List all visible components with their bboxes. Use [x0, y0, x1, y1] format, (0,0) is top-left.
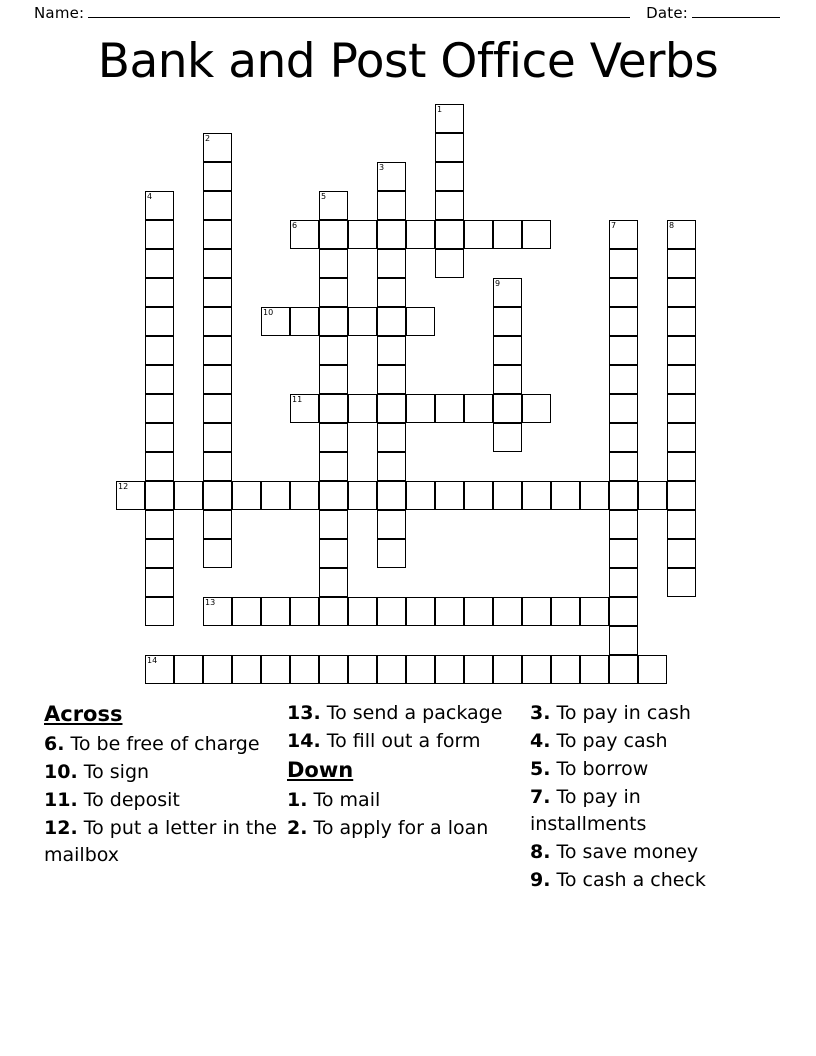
crossword-cell[interactable] — [609, 249, 638, 278]
crossword-cell[interactable] — [348, 220, 377, 249]
crossword-cell[interactable] — [609, 510, 638, 539]
crossword-cell[interactable] — [406, 220, 435, 249]
down-heading: Down — [287, 757, 354, 782]
cell-number: 7 — [611, 221, 617, 230]
crossword-cell[interactable] — [319, 423, 348, 452]
crossword-cell[interactable] — [145, 220, 174, 249]
crossword-cell[interactable] — [319, 452, 348, 481]
clues-section — [44, 700, 774, 895]
crossword-cell[interactable] — [667, 365, 696, 394]
crossword-cell[interactable] — [377, 307, 406, 336]
crossword-cell[interactable] — [609, 568, 638, 597]
cell-number: 12 — [118, 482, 129, 491]
name-date-header — [34, 4, 782, 22]
crossword-cell[interactable] — [377, 278, 406, 307]
clue-down-8: 8. To save money — [530, 840, 699, 863]
crossword-cell[interactable] — [377, 191, 406, 220]
crossword-cell[interactable] — [203, 539, 232, 568]
crossword-cell[interactable] — [377, 481, 406, 510]
crossword-cell[interactable] — [203, 220, 232, 249]
crossword-cell[interactable] — [493, 481, 522, 510]
crossword-cell[interactable] — [145, 307, 174, 336]
crossword-cell[interactable] — [435, 104, 464, 133]
crossword-cell[interactable] — [464, 597, 493, 626]
crossword-cell[interactable] — [609, 423, 638, 452]
clue-column-1 — [44, 700, 287, 895]
crossword-cell[interactable] — [522, 597, 551, 626]
crossword-cell[interactable] — [232, 655, 261, 684]
page-title: Bank and Post Office Verbs — [97, 34, 719, 89]
crossword-cell[interactable] — [609, 626, 638, 655]
crossword-cell[interactable] — [290, 597, 319, 626]
crossword-cell[interactable] — [145, 510, 174, 539]
crossword-cell[interactable] — [406, 481, 435, 510]
crossword-cell[interactable] — [609, 655, 638, 684]
crossword-cell[interactable] — [493, 394, 522, 423]
crossword-cell[interactable] — [580, 597, 609, 626]
crossword-cell[interactable] — [406, 597, 435, 626]
crossword-cell[interactable] — [319, 220, 348, 249]
crossword-cell[interactable] — [377, 249, 406, 278]
clue-down-4: 4. To pay cash — [530, 729, 668, 752]
crossword-cell[interactable] — [319, 394, 348, 423]
crossword-cell[interactable] — [203, 278, 232, 307]
crossword-cell[interactable] — [290, 307, 319, 336]
crossword-cell[interactable] — [377, 539, 406, 568]
crossword-cell[interactable] — [609, 394, 638, 423]
crossword-cell[interactable] — [522, 481, 551, 510]
name-label: Name: — [34, 4, 85, 22]
crossword-cell[interactable] — [551, 655, 580, 684]
crossword-cell[interactable] — [435, 394, 464, 423]
crossword-cell[interactable] — [203, 365, 232, 394]
crossword-cell[interactable] — [116, 481, 145, 510]
crossword-cell[interactable] — [609, 452, 638, 481]
crossword-cell[interactable] — [406, 394, 435, 423]
crossword-cell[interactable] — [522, 394, 551, 423]
crossword-cell[interactable] — [609, 278, 638, 307]
clue-column-3 — [530, 700, 773, 895]
crossword-cell[interactable] — [609, 220, 638, 249]
across-heading: Across — [44, 702, 123, 726]
crossword-cell[interactable] — [319, 365, 348, 394]
crossword-cell[interactable] — [493, 423, 522, 452]
date-write-line[interactable] — [692, 16, 780, 18]
crossword-cell[interactable] — [464, 220, 493, 249]
crossword-cell[interactable] — [493, 365, 522, 394]
crossword-cell[interactable] — [203, 336, 232, 365]
crossword-cell[interactable] — [493, 307, 522, 336]
crossword-cell[interactable] — [377, 452, 406, 481]
clue-down-3: 3. To pay in cash — [530, 702, 691, 724]
crossword-cell[interactable] — [667, 249, 696, 278]
crossword-cell[interactable] — [319, 568, 348, 597]
crossword-cell[interactable] — [145, 597, 174, 626]
crossword-cell[interactable] — [609, 539, 638, 568]
crossword-cell[interactable] — [667, 481, 696, 510]
crossword-cell[interactable] — [667, 336, 696, 365]
crossword-cell[interactable] — [435, 597, 464, 626]
crossword-cell[interactable] — [464, 481, 493, 510]
crossword-cell[interactable] — [609, 597, 638, 626]
cell-number: 1 — [437, 105, 443, 114]
crossword-cell[interactable] — [145, 191, 174, 220]
crossword-cell[interactable] — [145, 539, 174, 568]
cell-number: 9 — [495, 279, 501, 288]
crossword-cell[interactable] — [203, 249, 232, 278]
crossword-cell[interactable] — [261, 481, 290, 510]
crossword-cell[interactable] — [261, 597, 290, 626]
crossword-cell[interactable] — [145, 336, 174, 365]
crossword-cell[interactable] — [145, 365, 174, 394]
crossword-cell[interactable] — [522, 220, 551, 249]
crossword-cell[interactable] — [319, 191, 348, 220]
crossword-cell[interactable] — [667, 220, 696, 249]
crossword-cell[interactable] — [290, 655, 319, 684]
crossword-cell[interactable] — [377, 597, 406, 626]
crossword-cell[interactable] — [435, 655, 464, 684]
clue-column-2 — [287, 700, 530, 895]
crossword-cell[interactable] — [174, 481, 203, 510]
clue-across-10: 10. To sign — [44, 760, 150, 783]
crossword-cell[interactable] — [435, 481, 464, 510]
crossword-cell[interactable] — [203, 597, 232, 626]
crossword-cell[interactable] — [638, 481, 667, 510]
crossword-cell[interactable] — [377, 162, 406, 191]
crossword-cell[interactable] — [551, 597, 580, 626]
crossword-cell[interactable] — [319, 597, 348, 626]
crossword-cell[interactable] — [319, 278, 348, 307]
crossword-cell[interactable] — [377, 220, 406, 249]
clue-across-13: 13. To send a package — [287, 702, 503, 724]
crossword-cell[interactable] — [203, 394, 232, 423]
crossword-cell[interactable] — [435, 162, 464, 191]
crossword-cell[interactable] — [580, 655, 609, 684]
crossword-cell[interactable] — [551, 481, 580, 510]
crossword-cell[interactable] — [319, 655, 348, 684]
crossword-cell[interactable] — [667, 307, 696, 336]
crossword-cell[interactable] — [580, 481, 609, 510]
crossword-cell[interactable] — [319, 249, 348, 278]
cell-number: 3 — [379, 163, 385, 172]
crossword-cell[interactable] — [203, 162, 232, 191]
crossword-cell[interactable] — [203, 133, 232, 162]
crossword-cell[interactable] — [667, 452, 696, 481]
date-label: Date: — [646, 4, 688, 22]
crossword-cell[interactable] — [203, 307, 232, 336]
cell-number: 5 — [321, 192, 327, 201]
crossword-cell[interactable] — [203, 423, 232, 452]
crossword-cell[interactable] — [203, 481, 232, 510]
crossword-cell[interactable] — [377, 365, 406, 394]
crossword-cell[interactable] — [377, 423, 406, 452]
crossword-cell[interactable] — [290, 394, 319, 423]
crossword-cell[interactable] — [348, 307, 377, 336]
crossword-cell[interactable] — [464, 655, 493, 684]
crossword-cell[interactable] — [609, 365, 638, 394]
clue-across-11: 11. To deposit — [44, 788, 180, 811]
crossword-cell[interactable] — [522, 655, 551, 684]
clue-across-12: 12. To put a letter in the mailbox — [44, 816, 277, 866]
cell-number: 6 — [292, 221, 298, 230]
cell-number: 14 — [147, 656, 158, 665]
crossword-cell[interactable] — [232, 597, 261, 626]
clue-down-1: 1. To mail — [287, 788, 381, 811]
crossword-cell[interactable] — [348, 394, 377, 423]
crossword-cell[interactable] — [145, 278, 174, 307]
crossword-cell[interactable] — [493, 336, 522, 365]
clue-across-6: 6. To be free of charge — [44, 732, 260, 755]
crossword-cell[interactable] — [145, 481, 174, 510]
cell-number: 2 — [205, 134, 211, 143]
crossword-cell[interactable] — [348, 481, 377, 510]
crossword-cell[interactable] — [609, 336, 638, 365]
crossword-cell[interactable] — [667, 539, 696, 568]
crossword-cell[interactable] — [232, 481, 261, 510]
crossword-cell[interactable] — [348, 597, 377, 626]
crossword-cell[interactable] — [435, 191, 464, 220]
crossword-cell[interactable] — [406, 655, 435, 684]
crossword-cell[interactable] — [145, 452, 174, 481]
crossword-cell[interactable] — [261, 655, 290, 684]
crossword-cell[interactable] — [638, 655, 667, 684]
crossword-cell[interactable] — [203, 655, 232, 684]
crossword-cell[interactable] — [348, 655, 377, 684]
crossword-cell[interactable] — [435, 249, 464, 278]
crossword-cell[interactable] — [667, 568, 696, 597]
name-write-line[interactable] — [88, 16, 630, 18]
crossword-cell[interactable] — [377, 336, 406, 365]
cell-number: 10 — [263, 308, 274, 317]
crossword-cell[interactable] — [667, 510, 696, 539]
cell-number: 4 — [147, 192, 153, 201]
crossword-cell[interactable] — [609, 307, 638, 336]
crossword-cell[interactable] — [493, 655, 522, 684]
crossword-cell[interactable] — [667, 394, 696, 423]
crossword-grid[interactable] — [0, 104, 816, 694]
crossword-cell[interactable] — [493, 220, 522, 249]
crossword-cell[interactable] — [493, 278, 522, 307]
crossword-cell[interactable] — [667, 278, 696, 307]
crossword-cell[interactable] — [609, 481, 638, 510]
clue-down-9: 9. To cash a check — [530, 868, 706, 891]
crossword-cell[interactable] — [290, 481, 319, 510]
crossword-cell[interactable] — [377, 655, 406, 684]
crossword-cell[interactable] — [203, 510, 232, 539]
crossword-cell[interactable] — [319, 307, 348, 336]
crossword-cell[interactable] — [145, 249, 174, 278]
crossword-cell[interactable] — [493, 597, 522, 626]
crossword-cell[interactable] — [145, 568, 174, 597]
crossword-cell[interactable] — [145, 423, 174, 452]
crossword-cell[interactable] — [290, 220, 319, 249]
cell-number: 11 — [292, 395, 303, 404]
crossword-cell[interactable] — [377, 510, 406, 539]
crossword-cell[interactable] — [145, 394, 174, 423]
crossword-cell[interactable] — [145, 655, 174, 684]
crossword-cell[interactable] — [406, 307, 435, 336]
crossword-cell[interactable] — [667, 423, 696, 452]
crossword-cell[interactable] — [319, 539, 348, 568]
crossword-cell[interactable] — [435, 133, 464, 162]
crossword-cell[interactable] — [174, 655, 203, 684]
clue-down-5: 5. To borrow — [530, 757, 649, 780]
clue-down-7: 7. To pay in installments — [530, 785, 647, 835]
crossword-cell[interactable] — [435, 220, 464, 249]
cell-number: 13 — [205, 598, 216, 607]
crossword-cell[interactable] — [203, 452, 232, 481]
cell-number: 8 — [669, 221, 675, 230]
crossword-cell[interactable] — [464, 394, 493, 423]
clue-down-2: 2. To apply for a loan — [287, 816, 489, 839]
crossword-cell[interactable] — [319, 481, 348, 510]
crossword-cell[interactable] — [319, 510, 348, 539]
crossword-cell[interactable] — [319, 336, 348, 365]
clue-across-14: 14. To fill out a form — [287, 729, 481, 752]
crossword-cell[interactable] — [261, 307, 290, 336]
crossword-cell[interactable] — [377, 394, 406, 423]
crossword-cell[interactable] — [203, 191, 232, 220]
